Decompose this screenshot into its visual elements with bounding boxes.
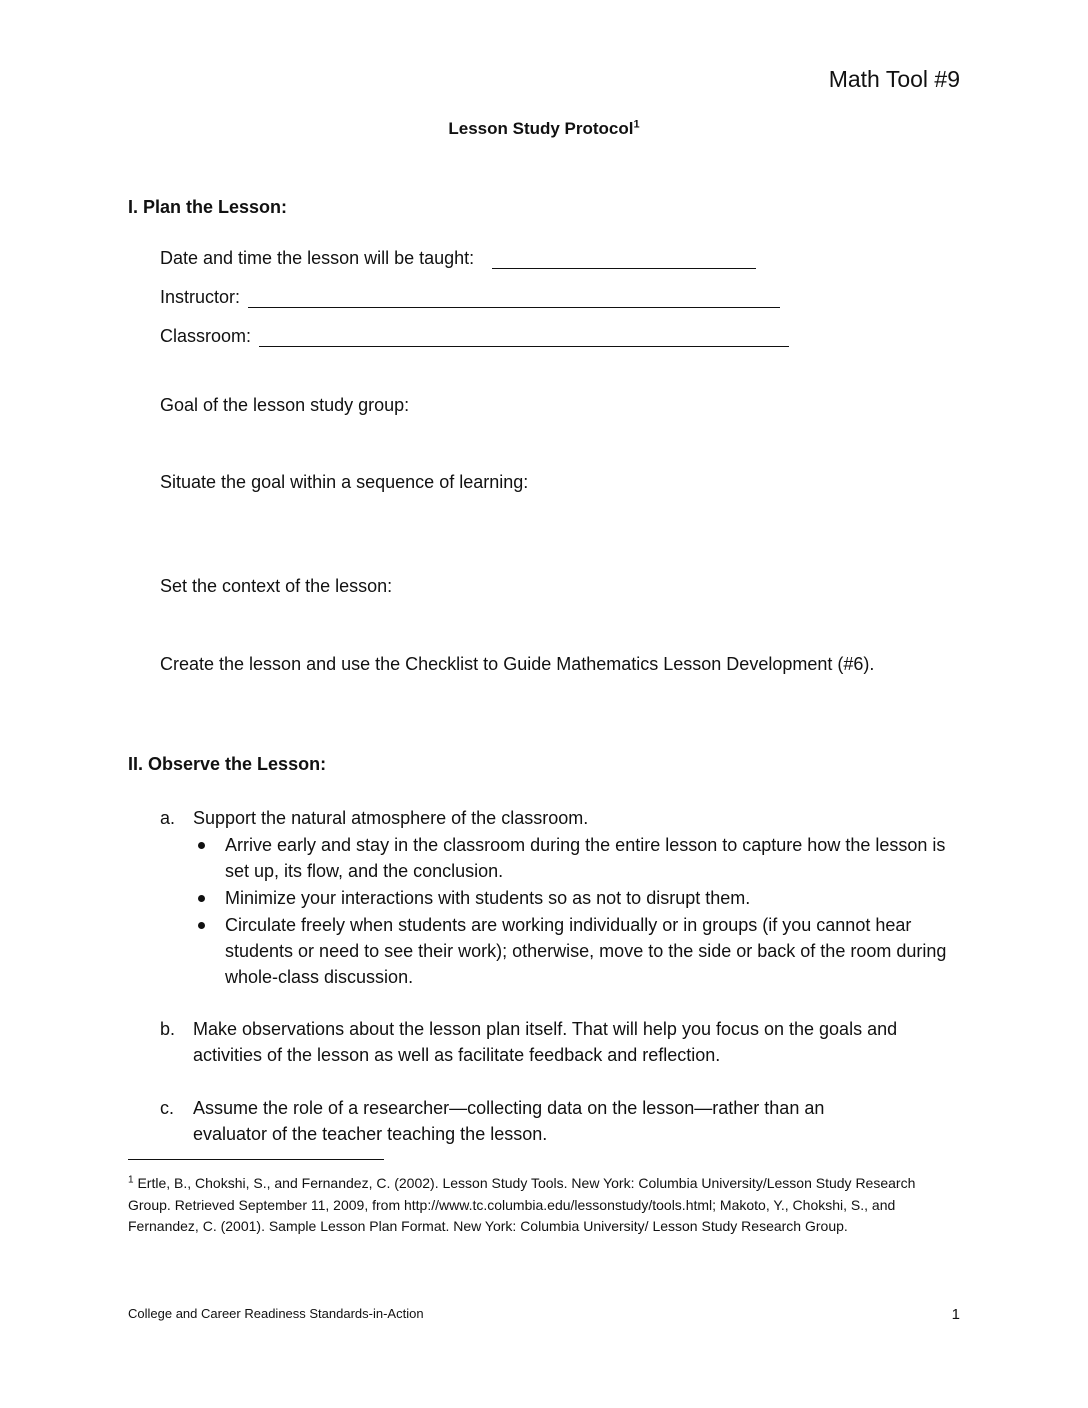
footnote-mark: 1 [128,1174,134,1186]
item-b [160,1016,970,1072]
prompt-context: Set the context of the lesson: [160,576,393,596]
item-c [160,1095,940,1151]
prompt-goal: Goal of the lesson study group: [160,395,410,415]
footnote-text: Ertle, B., Chokshi, S., and Fernandez, C. (2002). Lesson Study Tools. New York: Columbia University/Lesson Study Research Group. Retrieved September 11, 2009, from http://www.tc.columbia.edu/lessonstudy/tools.html; Makoto, Y., Chokshi, S., and Fernandez, C. (2001). Sample Lesson Plan Format. New York: Columbia University/ Lesson Study Research Group. [128,1175,916,1234]
bullet-dot [198,842,205,849]
item-a [160,805,960,985]
bullet-text: Circulate freely when students are working individually or in groups (if you cannot hear students or need to see their work); otherwise, move to the side or back of the room during whole-class discussion. [225,915,947,987]
instructor-blank[interactable] [248,289,780,308]
prompt-create-lesson: Create the lesson and use the Checklist to Guide Mathematics Lesson Development (#6). [160,654,875,674]
footnote [128,1173,958,1238]
classroom-label: Classroom: [160,326,252,346]
tool-label: Math Tool #9 [828,66,960,92]
bullet-text: Minimize your interactions with students so as not to disrupt them. [225,888,751,908]
title-footnote-mark[interactable]: 1 [633,118,640,131]
title-text: Lesson Study Protocol [448,119,634,138]
instructor-field [160,287,780,308]
bullet-text: Arrive early and stay in the classroom during the entire lesson to capture how the lesson is set up, its flow, and the conclusion. [225,835,946,881]
date-time-field [160,248,756,269]
item-b-marker: b. [160,1019,176,1039]
footer-publication: College and Career Readiness Standards-in-Action [128,1306,424,1321]
prompt-sequence: Situate the goal within a sequence of learning: [160,472,529,492]
item-a-marker: a. [160,808,176,828]
instructor-label: Instructor: [160,287,241,307]
section-heading-plan: I. Plan the Lesson: [128,197,288,217]
item-b-text: Make observations about the lesson plan itself. That will help you focus on the goals and activities of the lesson as well as facilitate feedback and reflection. [193,1019,898,1065]
footnote-divider [128,1159,384,1160]
date-time-label: Date and time the lesson will be taught: [160,248,475,268]
item-c-marker: c. [160,1098,175,1118]
section-heading-observe: II. Observe the Lesson: [128,754,327,774]
classroom-blank[interactable] [259,328,789,347]
item-c-text: Assume the role of a researcher—collecting data on the lesson—rather than an evaluator of the teacher teaching the lesson. [193,1098,825,1144]
page-number: 1 [951,1306,960,1323]
bullet-dot [198,922,205,929]
date-time-blank[interactable] [492,250,756,269]
item-a-text: Support the natural atmosphere of the classroom. [193,808,589,828]
document-title [0,119,1088,139]
classroom-field [160,326,789,347]
bullet-dot [198,895,205,902]
